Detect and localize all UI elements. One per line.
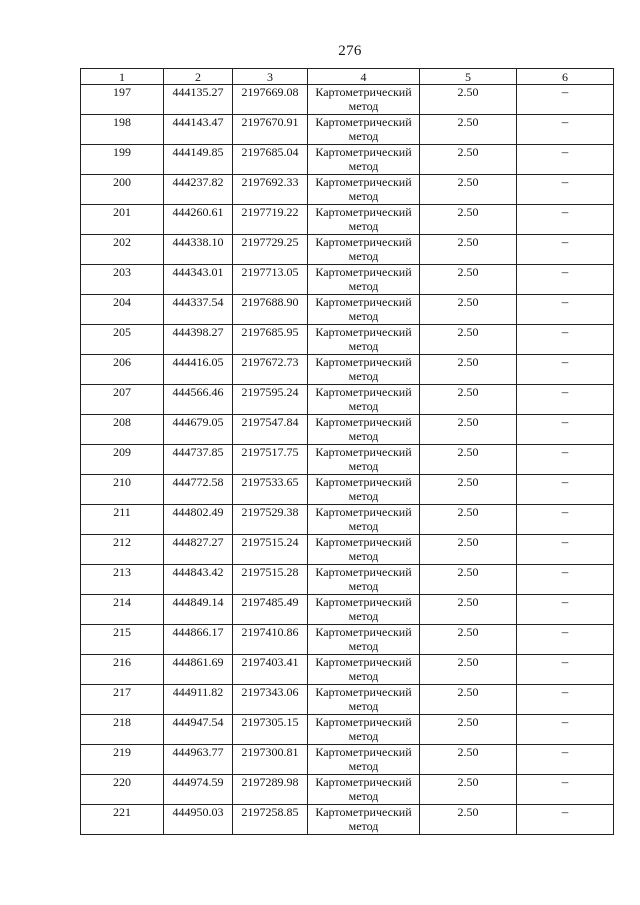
x-coordinate-cell: 444135.27 <box>164 85 233 115</box>
note-cell: – <box>517 625 614 655</box>
table-row <box>81 775 614 805</box>
accuracy-cell: 2.50 <box>420 385 517 415</box>
y-coordinate-cell: 2197685.95 <box>233 325 308 355</box>
accuracy-cell: 2.50 <box>420 235 517 265</box>
x-coordinate-cell: 444849.14 <box>164 595 233 625</box>
table-row <box>81 625 614 655</box>
point-number-cell: 219 <box>81 745 164 775</box>
x-coordinate-cell: 444827.27 <box>164 535 233 565</box>
table-row <box>81 325 614 355</box>
note-cell: – <box>517 655 614 685</box>
table-row <box>81 265 614 295</box>
note-cell: – <box>517 175 614 205</box>
x-coordinate-cell: 444772.58 <box>164 475 233 505</box>
x-coordinate-cell: 444566.46 <box>164 385 233 415</box>
y-coordinate-cell: 2197595.24 <box>233 385 308 415</box>
accuracy-cell: 2.50 <box>420 145 517 175</box>
method-cell <box>308 115 420 145</box>
method-line-1: Картометрический <box>315 595 412 609</box>
method-line-2: метод <box>348 699 379 713</box>
point-number-cell: 211 <box>81 505 164 535</box>
table-row <box>81 145 614 175</box>
method-line-2: метод <box>348 159 379 173</box>
table-row <box>81 655 614 685</box>
method-line-2: метод <box>348 129 379 143</box>
note-cell: – <box>517 745 614 775</box>
accuracy-cell: 2.50 <box>420 625 517 655</box>
method-line-1: Картометрический <box>315 175 412 189</box>
accuracy-cell: 2.50 <box>420 265 517 295</box>
y-coordinate-cell: 2197300.81 <box>233 745 308 775</box>
method-line-2: метод <box>348 519 379 533</box>
method-line-1: Картометрический <box>315 805 412 819</box>
point-number-cell: 203 <box>81 265 164 295</box>
point-number-cell: 206 <box>81 355 164 385</box>
y-coordinate-cell: 2197515.28 <box>233 565 308 595</box>
table-row <box>81 475 614 505</box>
y-coordinate-cell: 2197713.05 <box>233 265 308 295</box>
table-body <box>81 85 614 835</box>
y-coordinate-cell: 2197719.22 <box>233 205 308 235</box>
accuracy-cell: 2.50 <box>420 595 517 625</box>
table-row <box>81 415 614 445</box>
accuracy-cell: 2.50 <box>420 715 517 745</box>
x-coordinate-cell: 444737.85 <box>164 445 233 475</box>
method-line-1: Картометрический <box>315 385 412 399</box>
method-line-2: метод <box>348 549 379 563</box>
method-cell <box>308 475 420 505</box>
method-cell <box>308 505 420 535</box>
method-line-1: Картометрический <box>315 85 412 99</box>
x-coordinate-cell: 444398.27 <box>164 325 233 355</box>
point-number-cell: 205 <box>81 325 164 355</box>
method-line-2: метод <box>348 369 379 383</box>
method-cell <box>308 595 420 625</box>
method-line-1: Картометрический <box>315 715 412 729</box>
point-number-cell: 199 <box>81 145 164 175</box>
method-cell <box>308 565 420 595</box>
method-cell <box>308 175 420 205</box>
y-coordinate-cell: 2197289.98 <box>233 775 308 805</box>
accuracy-cell: 2.50 <box>420 655 517 685</box>
note-cell: – <box>517 475 614 505</box>
y-coordinate-cell: 2197685.04 <box>233 145 308 175</box>
method-cell <box>308 385 420 415</box>
note-cell: – <box>517 265 614 295</box>
method-cell <box>308 145 420 175</box>
y-coordinate-cell: 2197517.75 <box>233 445 308 475</box>
y-coordinate-cell: 2197410.86 <box>233 625 308 655</box>
x-coordinate-cell: 444416.05 <box>164 355 233 385</box>
x-coordinate-cell: 444802.49 <box>164 505 233 535</box>
x-coordinate-cell: 444338.10 <box>164 235 233 265</box>
y-coordinate-cell: 2197670.91 <box>233 115 308 145</box>
x-coordinate-cell: 444149.85 <box>164 145 233 175</box>
method-cell <box>308 235 420 265</box>
point-number-cell: 209 <box>81 445 164 475</box>
x-coordinate-cell: 444337.54 <box>164 295 233 325</box>
method-line-1: Картометрический <box>315 655 412 669</box>
method-line-1: Картометрический <box>315 355 412 369</box>
accuracy-cell: 2.50 <box>420 295 517 325</box>
y-coordinate-cell: 2197403.41 <box>233 655 308 685</box>
method-cell <box>308 685 420 715</box>
point-number-cell: 220 <box>81 775 164 805</box>
point-number-cell: 212 <box>81 535 164 565</box>
x-coordinate-cell: 444679.05 <box>164 415 233 445</box>
point-number-cell: 201 <box>81 205 164 235</box>
table-row <box>81 235 614 265</box>
point-number-cell: 216 <box>81 655 164 685</box>
y-coordinate-cell: 2197729.25 <box>233 235 308 265</box>
method-line-2: метод <box>348 579 379 593</box>
method-cell <box>308 325 420 355</box>
x-coordinate-cell: 444260.61 <box>164 205 233 235</box>
note-cell: – <box>517 145 614 175</box>
accuracy-cell: 2.50 <box>420 565 517 595</box>
column-header: 4 <box>308 69 420 85</box>
x-coordinate-cell: 444974.59 <box>164 775 233 805</box>
column-header: 1 <box>81 69 164 85</box>
method-line-1: Картометрический <box>315 475 412 489</box>
note-cell: – <box>517 115 614 145</box>
point-number-cell: 202 <box>81 235 164 265</box>
method-line-2: метод <box>348 789 379 803</box>
point-number-cell: 197 <box>81 85 164 115</box>
method-line-1: Картометрический <box>315 445 412 459</box>
method-cell <box>308 85 420 115</box>
table-row <box>81 685 614 715</box>
column-header: 3 <box>233 69 308 85</box>
y-coordinate-cell: 2197672.73 <box>233 355 308 385</box>
table-row <box>81 805 614 835</box>
accuracy-cell: 2.50 <box>420 205 517 235</box>
point-number-cell: 221 <box>81 805 164 835</box>
accuracy-cell: 2.50 <box>420 775 517 805</box>
table-row <box>81 745 614 775</box>
y-coordinate-cell: 2197533.65 <box>233 475 308 505</box>
table-header-row <box>81 69 614 85</box>
accuracy-cell: 2.50 <box>420 445 517 475</box>
y-coordinate-cell: 2197547.84 <box>233 415 308 445</box>
method-cell <box>308 625 420 655</box>
accuracy-cell: 2.50 <box>420 745 517 775</box>
method-line-1: Картометрический <box>315 505 412 519</box>
method-line-2: метод <box>348 459 379 473</box>
note-cell: – <box>517 685 614 715</box>
method-line-2: метод <box>348 279 379 293</box>
point-number-cell: 213 <box>81 565 164 595</box>
point-number-cell: 218 <box>81 715 164 745</box>
note-cell: – <box>517 565 614 595</box>
point-number-cell: 217 <box>81 685 164 715</box>
x-coordinate-cell: 444143.47 <box>164 115 233 145</box>
y-coordinate-cell: 2197485.49 <box>233 595 308 625</box>
table-row <box>81 445 614 475</box>
method-line-1: Картометрический <box>315 415 412 429</box>
method-line-1: Картометрический <box>315 745 412 759</box>
method-cell <box>308 745 420 775</box>
method-cell <box>308 535 420 565</box>
x-coordinate-cell: 444866.17 <box>164 625 233 655</box>
y-coordinate-cell: 2197258.85 <box>233 805 308 835</box>
x-coordinate-cell: 444237.82 <box>164 175 233 205</box>
note-cell: – <box>517 715 614 745</box>
y-coordinate-cell: 2197688.90 <box>233 295 308 325</box>
table-row <box>81 355 614 385</box>
method-line-2: метод <box>348 249 379 263</box>
y-coordinate-cell: 2197529.38 <box>233 505 308 535</box>
point-number-cell: 215 <box>81 625 164 655</box>
method-line-2: метод <box>348 399 379 413</box>
method-cell <box>308 205 420 235</box>
method-line-1: Картометрический <box>315 235 412 249</box>
method-cell <box>308 775 420 805</box>
accuracy-cell: 2.50 <box>420 475 517 505</box>
method-line-2: метод <box>348 429 379 443</box>
accuracy-cell: 2.50 <box>420 355 517 385</box>
column-header: 6 <box>517 69 614 85</box>
method-line-1: Картометрический <box>315 775 412 789</box>
table-row <box>81 85 614 115</box>
method-line-2: метод <box>348 759 379 773</box>
note-cell: – <box>517 805 614 835</box>
method-line-1: Картометрический <box>315 205 412 219</box>
note-cell: – <box>517 535 614 565</box>
page-number: 276 <box>338 43 362 59</box>
table-row <box>81 715 614 745</box>
method-line-2: метод <box>348 639 379 653</box>
table-row <box>81 535 614 565</box>
accuracy-cell: 2.50 <box>420 535 517 565</box>
y-coordinate-cell: 2197343.06 <box>233 685 308 715</box>
point-number-cell: 210 <box>81 475 164 505</box>
y-coordinate-cell: 2197305.15 <box>233 715 308 745</box>
table-row <box>81 565 614 595</box>
table-row <box>81 295 614 325</box>
note-cell: – <box>517 505 614 535</box>
note-cell: – <box>517 325 614 355</box>
method-cell <box>308 715 420 745</box>
accuracy-cell: 2.50 <box>420 175 517 205</box>
accuracy-cell: 2.50 <box>420 325 517 355</box>
x-coordinate-cell: 444911.82 <box>164 685 233 715</box>
point-number-cell: 200 <box>81 175 164 205</box>
note-cell: – <box>517 385 614 415</box>
method-line-2: метод <box>348 489 379 503</box>
method-line-2: метод <box>348 189 379 203</box>
method-cell <box>308 655 420 685</box>
method-line-1: Картометрический <box>315 265 412 279</box>
accuracy-cell: 2.50 <box>420 85 517 115</box>
method-line-2: метод <box>348 309 379 323</box>
y-coordinate-cell: 2197515.24 <box>233 535 308 565</box>
x-coordinate-cell: 444861.69 <box>164 655 233 685</box>
accuracy-cell: 2.50 <box>420 115 517 145</box>
y-coordinate-cell: 2197692.33 <box>233 175 308 205</box>
method-line-2: метод <box>348 819 379 833</box>
accuracy-cell: 2.50 <box>420 685 517 715</box>
method-cell <box>308 295 420 325</box>
point-number-cell: 208 <box>81 415 164 445</box>
method-line-2: метод <box>348 609 379 623</box>
method-line-1: Картометрический <box>315 625 412 639</box>
note-cell: – <box>517 445 614 475</box>
accuracy-cell: 2.50 <box>420 805 517 835</box>
table-row <box>81 505 614 535</box>
x-coordinate-cell: 444947.54 <box>164 715 233 745</box>
method-cell <box>308 415 420 445</box>
column-header: 2 <box>164 69 233 85</box>
method-cell <box>308 265 420 295</box>
method-cell <box>308 355 420 385</box>
note-cell: – <box>517 295 614 325</box>
note-cell: – <box>517 595 614 625</box>
table-row <box>81 115 614 145</box>
method-line-2: метод <box>348 339 379 353</box>
table-row <box>81 175 614 205</box>
method-line-1: Картометрический <box>315 295 412 309</box>
method-line-1: Картометрический <box>315 535 412 549</box>
point-number-cell: 204 <box>81 295 164 325</box>
method-line-1: Картометрический <box>315 325 412 339</box>
note-cell: – <box>517 775 614 805</box>
x-coordinate-cell: 444343.01 <box>164 265 233 295</box>
table-row <box>81 595 614 625</box>
note-cell: – <box>517 355 614 385</box>
x-coordinate-cell: 444950.03 <box>164 805 233 835</box>
point-number-cell: 207 <box>81 385 164 415</box>
accuracy-cell: 2.50 <box>420 505 517 535</box>
table-row <box>81 205 614 235</box>
method-line-2: метод <box>348 669 379 683</box>
coordinates-table <box>80 68 614 835</box>
x-coordinate-cell: 444963.77 <box>164 745 233 775</box>
method-line-2: метод <box>348 729 379 743</box>
table-row <box>81 385 614 415</box>
method-cell <box>308 445 420 475</box>
note-cell: – <box>517 235 614 265</box>
method-line-2: метод <box>348 99 379 113</box>
x-coordinate-cell: 444843.42 <box>164 565 233 595</box>
point-number-cell: 198 <box>81 115 164 145</box>
column-header: 5 <box>420 69 517 85</box>
method-cell <box>308 805 420 835</box>
method-line-1: Картометрический <box>315 115 412 129</box>
method-line-1: Картометрический <box>315 685 412 699</box>
method-line-1: Картометрический <box>315 145 412 159</box>
method-line-1: Картометрический <box>315 565 412 579</box>
point-number-cell: 214 <box>81 595 164 625</box>
accuracy-cell: 2.50 <box>420 415 517 445</box>
y-coordinate-cell: 2197669.08 <box>233 85 308 115</box>
note-cell: – <box>517 205 614 235</box>
method-line-2: метод <box>348 219 379 233</box>
note-cell: – <box>517 415 614 445</box>
note-cell: – <box>517 85 614 115</box>
